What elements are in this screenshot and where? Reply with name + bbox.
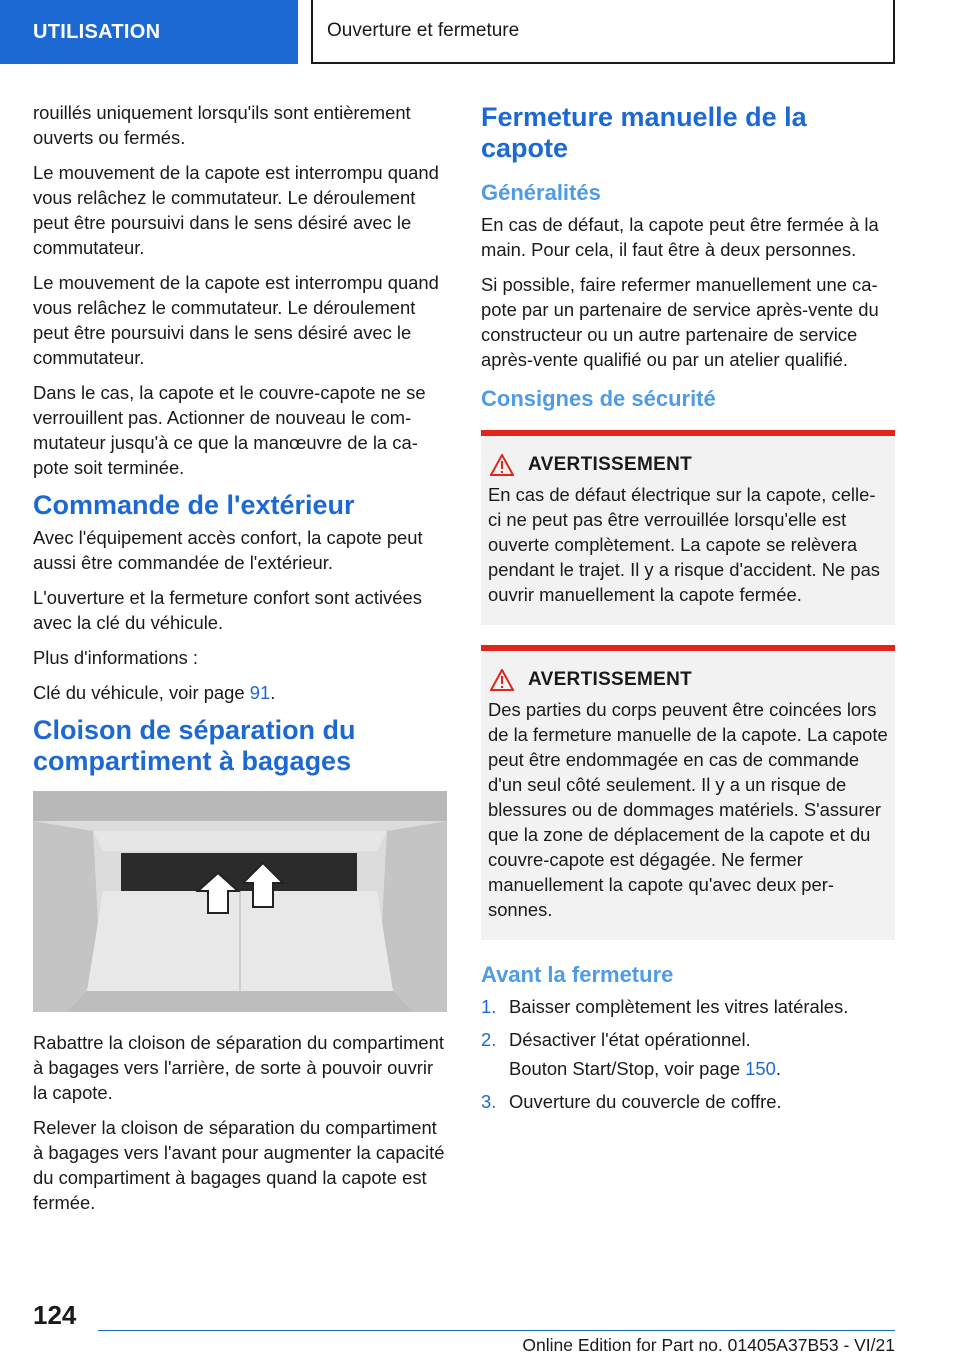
paragraph: L'ouverture et la fermeture confort sont activées avec la clé du véhicule. <box>33 587 422 633</box>
page-link-91[interactable]: 91 <box>249 682 271 703</box>
step-sub-text <box>481 1056 781 1081</box>
paragraph: Si possible, faire refermer manuellement une capote par un partenaire de service après-vente du constructeur ou un autre partenaire de service après-vente qualifié ou par un atelier qualifié. <box>481 274 879 370</box>
paragraph: Dans le cas, la capote et le couvre-capote ne se verrouillent pas. Actionner de nouveau le commutateur jusqu'à ce que la manœuvre de la capote soit terminée. <box>33 382 426 478</box>
warning-triangle-icon <box>490 454 514 476</box>
step-number: 2. <box>481 1029 497 1050</box>
warning-title: AVERTISSEMENT <box>528 669 693 690</box>
warning-header <box>488 454 888 476</box>
list-item <box>481 994 895 1019</box>
step-text: Ouverture du couvercle de coffre. <box>509 1091 782 1112</box>
heading-partition: Cloison de séparation du compartiment à bagages <box>33 715 356 776</box>
reference-paragraph <box>33 680 445 705</box>
warning-triangle-icon <box>490 669 514 691</box>
paragraph: Plus d'informations : <box>33 647 199 668</box>
right-column <box>481 100 895 1122</box>
steps-list <box>481 994 895 1114</box>
paragraph: Relever la cloison de séparation du compartiment à bagages vers l'avant pour augmenter la capacité du compartiment à bagages quand la capote est fermée. <box>33 1117 445 1213</box>
reference-end: . <box>270 682 276 703</box>
list-item <box>481 1089 895 1114</box>
paragraph: En cas de défaut, la capote peut être fermée à la main. Pour cela, il faut être à deux personnes. <box>481 214 879 260</box>
heading-safety: Consignes de sécurité <box>481 386 716 411</box>
sub-end: . <box>775 1058 781 1079</box>
paragraph: Le mouvement de la capote est interrompu quand vous relâchez le commutateur. Le déroulement peut être poursuivi dans le sens désiré avec le commutateur. <box>33 162 439 258</box>
heading-manual-closing: Fermeture manuelle de la capote <box>481 102 807 163</box>
paragraph: Avec l'équipement accès confort, la capote peut aussi être commandée de l'extérieur. <box>33 527 423 573</box>
paragraph: rouillés uniquement lorsqu'ils sont entièrement ouverts ou fermés. <box>33 102 411 148</box>
section-tab: UTILISATION <box>0 0 298 64</box>
reference-text: Clé du véhicule, voir page <box>33 682 250 703</box>
step-number: 1. <box>481 996 497 1017</box>
heading-general: Généralités <box>481 180 601 205</box>
list-item-sub <box>481 1056 895 1081</box>
footer-edition: Online Edition for Part no. 01405A37B53 - VI/21 <box>522 1335 895 1355</box>
heading-exterior-control: Commande de l'extérieur <box>33 490 355 520</box>
footer-divider <box>98 1330 895 1331</box>
step-number: 3. <box>481 1091 497 1112</box>
paragraph: Le mouvement de la capote est interrompu quand vous relâchez le commutateur. Le déroulement peut être poursuivi dans le sens désiré avec le commutateur. <box>33 272 439 368</box>
trunk-partition-image <box>33 791 447 1012</box>
warning-text: Des parties du corps peuvent être coincées lors de la fermeture manuelle de la capote. La capote peut être endommagée en cas de commande d'un seul côté seulement. Il y a un risque de blessures ou de dommages matériels. S'assurer que la zone de déplacement de la capote et du couvre-capote est dégagée. Ne fermer manuellement la capote qu'avec deux personnes. <box>488 699 888 920</box>
page-number: 124 <box>33 1300 77 1330</box>
page-link-150[interactable]: 150 <box>745 1058 776 1079</box>
sub-text: Bouton Start/Stop, voir page <box>509 1058 746 1079</box>
left-column <box>33 100 445 1225</box>
warning-header <box>488 669 888 691</box>
warning-title: AVERTISSEMENT <box>528 454 693 475</box>
chapter-title-text: Ouverture et fermeture <box>327 20 520 41</box>
warning-box <box>481 430 895 625</box>
step-text: Désactiver l'état opérationnel. <box>509 1029 751 1050</box>
chapter-title <box>311 0 895 64</box>
step-text: Baisser complètement les vitres latérales. <box>509 996 849 1017</box>
warning-box <box>481 645 895 940</box>
warning-text: En cas de défaut électrique sur la capote, celle-ci ne peut pas être verrouillée lorsqu'elle est ouverte complètement. La capote se relèvera pendant le trajet. Il y a risque d'accident. Ne pas ouvrir manuellement la capote fermée. <box>488 484 880 605</box>
paragraph: Rabattre la cloison de séparation du compartiment à bagages vers l'arrière, de sorte à pouvoir ouvrir la capote. <box>33 1032 444 1103</box>
list-item <box>481 1027 895 1052</box>
heading-before-closing: Avant la fermeture <box>481 962 674 987</box>
